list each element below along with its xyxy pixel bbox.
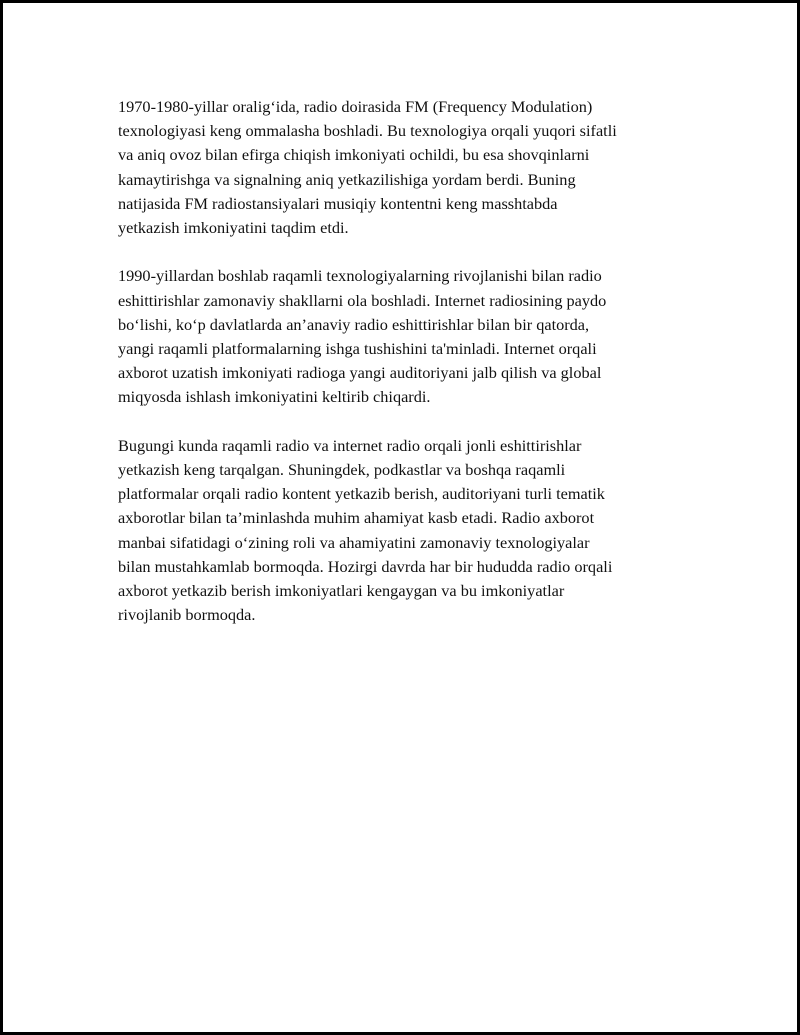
- paragraph-present-day: [118, 434, 690, 628]
- text-line: rivojlanib bormoqda.: [118, 605, 256, 625]
- text-line: bilan mustahkamlab bormoqda. Hozirgi davrda har bir hududda radio orqali: [118, 556, 613, 576]
- text-line: eshittirishlar zamonaviy shakllarni ola boshladi. Internet radiosining paydo: [118, 290, 607, 310]
- text-line: yangi raqamli platformalarning ishga tushishini ta'minladi. Internet orqali: [118, 339, 597, 359]
- text-line: axborot uzatish imkoniyati radioga yangi auditoriyani jalb qilish va global: [118, 363, 602, 383]
- text-line: va aniq ovoz bilan efirga chiqish imkoniyati ochildi, bu esa shovqinlarni: [118, 145, 590, 165]
- text-line: axborot yetkazib berish imkoniyatlari kengaygan va bu imkoniyatlar: [118, 581, 565, 601]
- text-line: kamaytirishga va signalning aniq yetkazilishiga yordam berdi. Buning: [118, 169, 576, 189]
- text-line: yetkazish keng tarqalgan. Shuningdek, podkastlar va boshqa raqamli: [118, 460, 566, 480]
- text-line: axborotlar bilan ta’minlashda muhim ahamiyat kasb etadi. Radio axborot: [118, 508, 595, 528]
- paragraph-fm-era: [118, 95, 690, 240]
- text-line: yetkazish imkoniyatini taqdim etdi.: [118, 218, 349, 238]
- page-content: [118, 95, 690, 652]
- text-line: manbai sifatidagi o‘zining roli va ahamiyatini zamonaviy texnologiyalar: [118, 532, 590, 552]
- paragraph-digital-era: [118, 264, 690, 409]
- text-line: 1970-1980-yillar oralig‘ida, radio doirasida FM (Frequency Modulation): [118, 97, 593, 116]
- text-line: bo‘lishi, ko‘p davlatlarda an’anaviy radio eshittirishlar bilan bir qatorda,: [118, 314, 590, 334]
- text-line: texnologiyasi keng ommalasha boshladi. Bu texnologiya orqali yuqori sifatli: [118, 121, 617, 141]
- text-line: platformalar orqali radio kontent yetkazib berish, auditoriyani turli tematik: [118, 484, 605, 504]
- text-line: Bugungi kunda raqamli radio va internet radio orqali jonli eshittirishlar: [118, 435, 582, 455]
- text-line: miqyosda ishlash imkoniyatini keltirib chiqardi.: [118, 387, 431, 407]
- text-line: 1990-yillardan boshlab raqamli texnologiyalarning rivojlanishi bilan radio: [118, 266, 602, 286]
- text-line: natijasida FM radiostansiyalari musiqiy kontentni keng masshtabda: [118, 193, 558, 213]
